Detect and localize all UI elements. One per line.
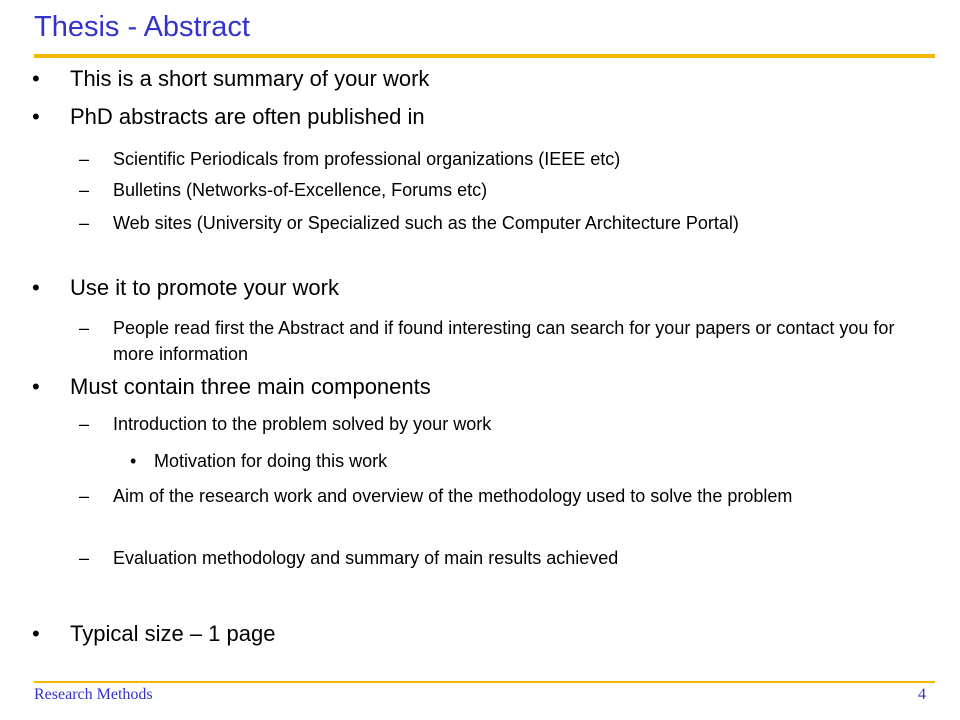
bullet-components [32, 374, 431, 400]
bullet-marker: • [32, 104, 40, 129]
dash-marker: – [79, 180, 90, 200]
bullet-text: Use it to promote your work [70, 275, 339, 300]
bullet-summary [32, 66, 430, 92]
bullet-text: This is a short summary of your work [70, 66, 430, 91]
dash-marker: – [79, 548, 90, 568]
bullet-text: Must contain three main components [70, 374, 431, 399]
sub-sub-bullet-text: Motivation for doing this work [154, 451, 388, 471]
sub-bullet-web-sites [79, 210, 928, 236]
sub-bullet-text: Introduction to the problem solved by your work [113, 414, 492, 434]
slide-title: Thesis - Abstract [34, 11, 250, 43]
footer-course: Research Methods [34, 686, 153, 703]
sub-bullet-text: Scientific Periodicals from professional organizations (IEEE etc) [113, 149, 621, 169]
bullet-marker: • [32, 275, 40, 300]
bullet-typical-size [32, 621, 276, 647]
bullet-marker: • [32, 621, 40, 646]
bullet-published-in [32, 104, 425, 130]
sub-bullet-people-read [79, 315, 928, 367]
sub-bullet-introduction [79, 411, 928, 437]
bullet-promote [32, 275, 339, 301]
bullet-text: PhD abstracts are often published in [70, 104, 425, 129]
sub-sub-bullet-motivation [130, 448, 388, 474]
footer-divider [34, 681, 935, 683]
dash-marker: – [79, 213, 90, 233]
sub-bullet-text: People read first the Abstract and if found interesting can search for your papers or contact you for more information [113, 318, 895, 364]
sub-bullet-periodicals [79, 146, 928, 172]
bullet-text: Typical size – 1 page [70, 621, 276, 646]
dash-marker: – [79, 149, 90, 169]
page-number: 4 [918, 686, 926, 703]
dash-marker: – [79, 414, 90, 434]
sub-bullet-text: Web sites (University or Specialized such as the Computer Architecture Portal) [113, 213, 739, 233]
sub-bullet-aim [79, 483, 928, 509]
dash-marker: – [79, 486, 90, 506]
bullet-marker: • [32, 66, 40, 91]
dash-marker: – [79, 318, 90, 338]
bullet-marker: • [130, 451, 137, 471]
sub-bullet-bulletins [79, 177, 928, 203]
sub-bullet-text: Bulletins (Networks-of-Excellence, Forums etc) [113, 180, 488, 200]
title-divider [34, 54, 935, 58]
sub-bullet-text: Evaluation methodology and summary of main results achieved [113, 548, 619, 568]
sub-bullet-evaluation [79, 545, 928, 571]
bullet-marker: • [32, 374, 40, 399]
sub-bullet-text: Aim of the research work and overview of the methodology used to solve the problem [113, 486, 793, 506]
